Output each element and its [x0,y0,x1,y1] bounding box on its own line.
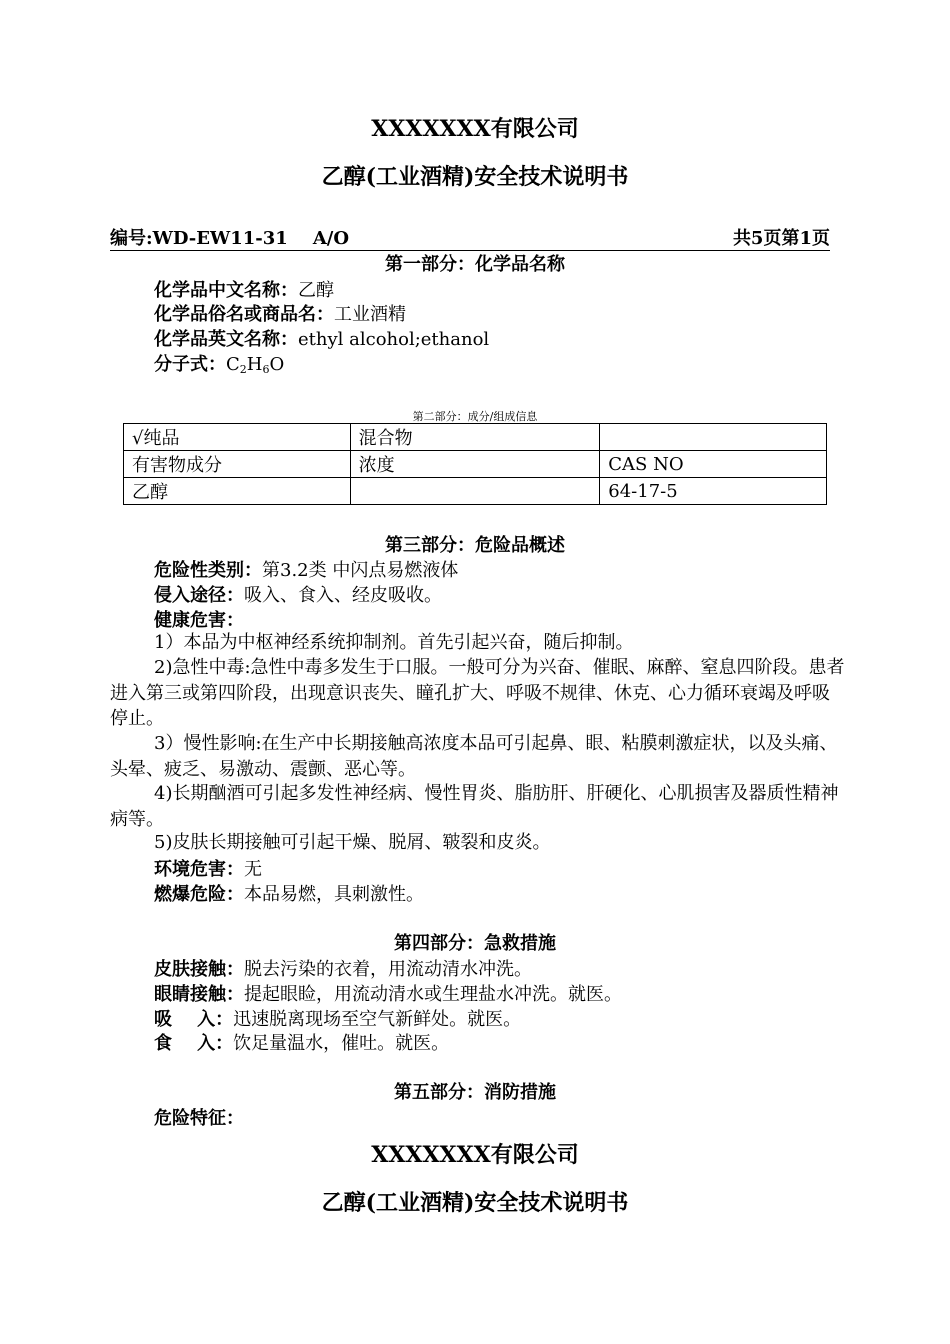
cn-name-label: 化学品中文名称： [154,280,298,301]
table-cell [350,478,600,505]
fire-value: 本品易燃，具刺激性。 [244,884,424,905]
route-value: 吸入、食入、经皮吸收。 [244,585,442,606]
health-item-4: 4)长期酗酒可引起多发性神经病、慢性胃炎、脂肪肝、肝硬化、心肌损害及器质性精神病等。 [110,783,839,830]
health-item-3: 3）慢性影响:在生产中长期接触高浓度本品可引起鼻、眼、粘膜刺激症状，以及头痛、头晕、疲乏、易激动、震颤、恶心等。 [110,733,838,780]
formula-value: $C_2H_6O$ [226,354,285,376]
hazard-class-line [154,556,458,582]
hazard-class-value: 第3.2类 中闪点易燃液体 [262,560,459,581]
env-label: 环境危害： [154,859,244,880]
table-row [124,451,827,478]
common-name-label: 化学品俗名或商品名： [154,304,334,325]
route-line [154,581,442,607]
table-cell: 混合物 [350,424,600,451]
table-cell: CAS NO [600,451,827,478]
skin-label: 皮肤接触： [154,959,244,980]
common-name-line [154,300,406,326]
route-label: 侵入途径： [154,585,244,606]
en-name-line [154,325,489,351]
table-cell [600,424,827,451]
footer-document-title: 乙醇(工业酒精)安全技术说明书 [321,1190,629,1216]
ingest-value: 饮足量温水，催吐。就医。 [233,1033,450,1054]
fire-line [154,880,424,906]
en-name-label: 化学品英文名称： [154,329,298,350]
doc-number: 编号:WD-EW11-31 A/O [110,228,350,249]
en-name-value: ethyl alcohol;ethanol [298,329,490,350]
composition-table [123,423,827,505]
formula-label: 分子式： [154,354,226,375]
part4-heading: 第四部分：急救措施 [394,933,556,954]
part3-heading: 第三部分：危险品概述 [385,535,565,556]
skin-line [154,955,532,981]
cn-name-value: 乙醇 [298,280,334,301]
ingest-label: 食 入： [154,1033,234,1054]
fire-hazard-label: 危险特征： [154,1108,244,1129]
health-label-line [154,606,244,632]
eye-value: 提起眼睑，用流动清水或生理盐水冲洗。就医。 [244,984,622,1005]
document-header [110,224,830,251]
inhale-value: 迅速脱离现场至空气新鲜处。就医。 [233,1009,522,1030]
eye-label: 眼睛接触： [154,984,244,1005]
document-title: 乙醇(工业酒精)安全技术说明书 [321,164,629,190]
table-cell: 乙醇 [124,478,351,505]
env-line [154,855,262,881]
health-item-1: 1）本品为中枢神经系统抑制剂。首先引起兴奋，随后抑制。 [154,632,634,653]
formula-line [154,350,284,376]
table-cell: √纯品 [124,424,351,451]
hazard-class-label: 危险性类别： [154,560,262,581]
ingest-line [154,1029,449,1055]
table-row [124,424,827,451]
table-cell: 有害物成分 [124,451,351,478]
part5-heading: 第五部分：消防措施 [394,1082,556,1103]
table-row [124,478,827,505]
fire-label: 燃爆危险： [154,884,244,905]
part2-heading: 第二部分：成分/组成信息 [412,410,538,423]
part1-heading: 第一部分：化学品名称 [385,254,565,275]
env-value: 无 [244,859,262,880]
health-item-5: 5)皮肤长期接触可引起干燥、脱屑、皲裂和皮炎。 [154,832,551,853]
health-item-2: 2)急性中毒:急性中毒多发生于口服。一般可分为兴奋、催眠、麻醉、窒息四阶段。患者进入第三或第四阶段，出现意识丧失、瞳孔扩大、呼吸不规律、休克、心力循环衰竭及呼吸停止。 [110,657,845,729]
health-label: 健康危害： [154,610,244,631]
inhale-line [154,1005,521,1031]
eye-line [154,980,622,1006]
page-info: 共5页第1页 [732,228,830,249]
skin-value: 脱去污染的衣着，用流动清水冲洗。 [244,959,532,980]
cn-name-line [154,276,334,302]
table-cell: 浓度 [350,451,600,478]
common-name-value: 工业酒精 [334,304,406,325]
footer-company-name: XXXXXXX有限公司 [371,1142,579,1168]
inhale-label: 吸 入： [154,1009,234,1030]
company-name: XXXXXXX有限公司 [371,116,579,142]
fire-hazard-line [154,1104,244,1130]
table-cell: 64-17-5 [600,478,827,505]
